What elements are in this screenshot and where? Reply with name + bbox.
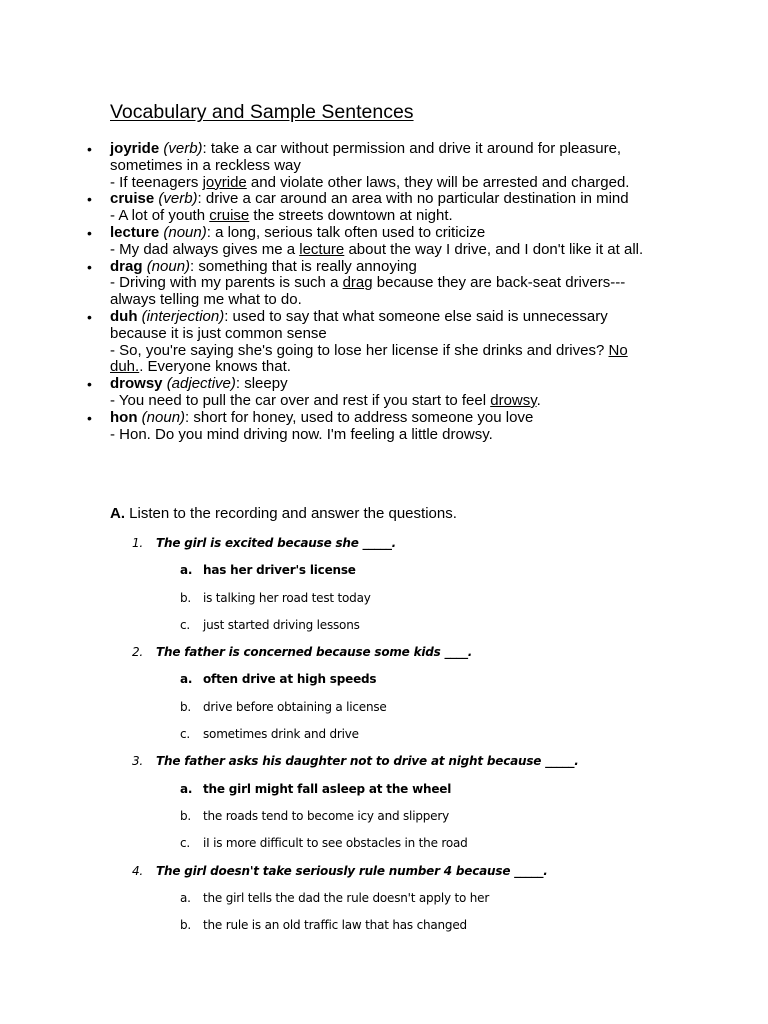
- vocab-pos: (verb): [158, 190, 198, 208]
- option-3a: [0, 782, 768, 809]
- option-2a: [0, 672, 768, 699]
- option-1c: [0, 618, 768, 645]
- vocab-word: duh: [110, 307, 138, 325]
- vocab-item-drag: [110, 259, 655, 309]
- example-keyword: joyride: [202, 173, 247, 191]
- option-letter: c.: [180, 617, 191, 632]
- vocab-item-joyride: [110, 141, 655, 191]
- option-text: the rule is an old traffic law that has changed: [203, 918, 467, 933]
- vocab-definition: : short for honey, used to address someone you love: [185, 408, 534, 426]
- option-letter: a.: [180, 781, 193, 796]
- option-text: often drive at high speeds: [203, 672, 377, 687]
- example-start: - You need to pull the car over and rest if you start to feel: [110, 391, 491, 409]
- option-letter: a.: [180, 672, 193, 687]
- option-text: the girl might fall asleep at the wheel: [203, 781, 452, 796]
- vocab-item-lecture: [110, 225, 655, 259]
- vocab-pos: (adjective): [166, 375, 236, 393]
- vocab-definition: : something that is really annoying: [190, 257, 417, 275]
- example-keyword: drowsy: [490, 391, 537, 409]
- vocab-pos: (interjection): [141, 307, 225, 325]
- question-text: The father asks his daughter not to drive at night because _____.: [156, 754, 579, 769]
- option-letter: c.: [180, 836, 191, 851]
- vocab-item-cruise: [110, 191, 655, 225]
- question-number: 4.: [132, 863, 144, 878]
- question-4: [0, 864, 768, 891]
- question-list: [0, 536, 768, 945]
- question-2: [0, 645, 768, 672]
- vocab-item-drowsy: [110, 376, 655, 410]
- example-start: - So, you're saying she's going to lose her license if she drinks and drives?: [110, 341, 609, 359]
- question-number: 1.: [132, 536, 144, 550]
- question-text: The girl doesn't take seriously rule number 4 because _____.: [156, 863, 548, 878]
- example-start: - A lot of youth: [110, 207, 210, 225]
- vocab-definition: : used to say that what someone else said is unnecessary because it is just common sense: [110, 307, 608, 342]
- example-start: - Hon. Do you mind driving now. I'm feeling a little drowsy.: [110, 425, 493, 443]
- option-4b: [0, 918, 768, 945]
- vocab-pos: (noun): [141, 408, 186, 426]
- option-letter: a.: [180, 890, 191, 905]
- option-4a: [0, 891, 768, 918]
- question-text: The father is concerned because some kids ____.: [156, 645, 473, 660]
- option-text: sometimes drink and drive: [203, 727, 359, 742]
- option-text: the roads tend to become icy and slippery: [203, 808, 449, 823]
- example-end: about the way I drive, and I don't like it at all.: [344, 240, 644, 258]
- vocab-definition: : take a car without permission and drive it around for pleasure, sometimes in a reckless way: [110, 140, 622, 174]
- question-number: 2.: [132, 645, 144, 660]
- section-instruction: Listen to the recording and answer the questions.: [125, 505, 457, 522]
- section-label: A.: [110, 505, 125, 522]
- example-end: the streets downtown at night.: [249, 207, 453, 225]
- option-text: the girl tells the dad the rule doesn't apply to her: [203, 890, 490, 905]
- option-letter: b.: [180, 918, 192, 933]
- question-number: 3.: [132, 754, 144, 769]
- vocab-pos: (noun): [146, 257, 191, 275]
- option-text: just started driving lessons: [203, 617, 360, 632]
- section-a-heading: [110, 505, 457, 522]
- vocab-pos: (noun): [163, 223, 207, 241]
- vocab-word: joyride: [110, 140, 160, 157]
- option-1a: [0, 563, 768, 590]
- option-text: has her driver's license: [203, 563, 356, 578]
- vocab-pos: (verb): [163, 140, 203, 157]
- example-start: - If teenagers: [110, 173, 203, 191]
- option-3c: [0, 836, 768, 863]
- example-keyword: No duh.: [110, 341, 628, 376]
- vocab-definition: : a long, serious talk often used to criticize: [206, 223, 486, 241]
- vocab-word: drowsy: [110, 375, 163, 393]
- option-text: drive before obtaining a license: [203, 699, 387, 714]
- option-1b: [0, 591, 768, 618]
- option-letter: b.: [180, 590, 192, 605]
- option-letter: a.: [180, 563, 193, 578]
- option-letter: c.: [180, 727, 191, 742]
- option-text: iI is more difficult to see obstacles in the road: [203, 836, 468, 851]
- example-start: - My dad always gives me a: [110, 240, 300, 258]
- example-end: and violate other laws, they will be arrested and charged.: [246, 173, 630, 191]
- example-end: . Everyone knows that.: [139, 358, 291, 376]
- option-3b: [0, 809, 768, 836]
- example-end: because they are back-seat drivers---always telling me what to do.: [110, 274, 626, 309]
- vocab-item-hon: [110, 410, 655, 444]
- question-1: [0, 536, 768, 563]
- vocab-definition: : sleepy: [235, 375, 288, 393]
- option-2c: [0, 727, 768, 754]
- question-text: The girl is excited because she _____.: [156, 536, 397, 550]
- question-3: [0, 754, 768, 781]
- page-title: Vocabulary and Sample Sentences: [110, 101, 414, 123]
- vocabulary-list: [110, 141, 655, 443]
- option-letter: b.: [180, 808, 192, 823]
- option-2b: [0, 700, 768, 727]
- vocab-word: drag: [110, 257, 143, 275]
- example-start: - Driving with my parents is such a: [110, 274, 343, 292]
- example-end: .: [536, 391, 541, 409]
- example-keyword: lecture: [299, 240, 345, 258]
- vocab-item-duh: [110, 309, 655, 376]
- example-keyword: drag: [342, 274, 373, 292]
- option-letter: b.: [180, 699, 192, 714]
- vocab-word: hon: [110, 408, 138, 426]
- example-keyword: cruise: [209, 207, 250, 225]
- vocab-word: lecture: [110, 223, 160, 241]
- option-text: is talking her road test today: [203, 590, 371, 605]
- vocab-word: cruise: [110, 190, 155, 208]
- vocab-definition: : drive a car around an area with no particular destination in mind: [197, 190, 629, 208]
